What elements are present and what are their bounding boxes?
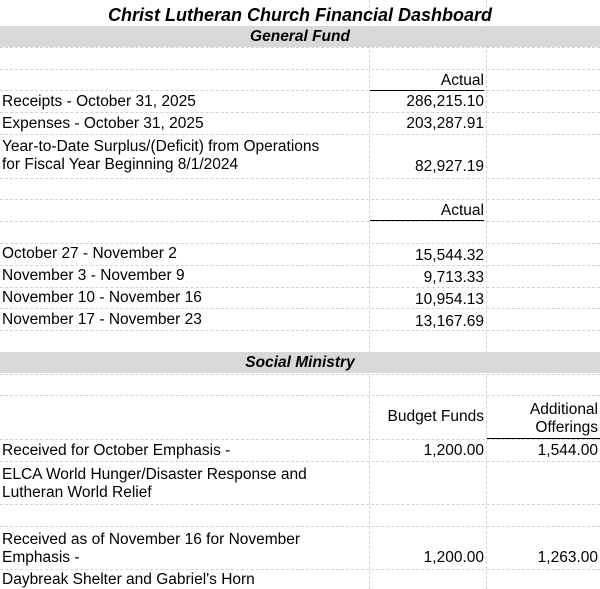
week-value: 10,954.13 (415, 291, 484, 308)
budget-funds-header: Budget Funds (387, 408, 484, 425)
week-label: November 3 - November 9 (2, 267, 185, 284)
receipts-label: Receipts - October 31, 2025 (2, 93, 196, 110)
receipts-value: 286,215.10 (406, 93, 484, 110)
expenses-label: Expenses - October 31, 2025 (2, 115, 204, 132)
october-budget-value: 1,200.00 (423, 442, 484, 459)
actual-underline-1 (370, 90, 484, 91)
november-emphasis-label-line1: Received as of November 16 for November (2, 531, 301, 548)
actual-header-2: Actual (440, 202, 484, 219)
november-desc: Daybreak Shelter and Gabriel's Horn (2, 571, 255, 588)
october-additional-value: 1,544.00 (537, 442, 598, 459)
general-fund-header: General Fund (250, 28, 350, 45)
social-ministry-header: Social Ministry (245, 354, 355, 371)
november-budget-value: 1,200.00 (423, 549, 484, 566)
dashboard-title: Christ Lutheran Church Financial Dashboard (107, 5, 493, 25)
october-desc-line1: ELCA World Hunger/Disaster Response and (2, 466, 307, 483)
additional-offerings-header-line2: Offerings (535, 419, 598, 436)
surplus-label-line2: for Fiscal Year Beginning 8/1/2024 (2, 156, 239, 173)
november-emphasis-label-line2: Emphasis - (2, 549, 80, 566)
week-label: October 27 - November 2 (2, 245, 177, 262)
week-value: 15,544.32 (415, 247, 484, 264)
expenses-value: 203,287.91 (406, 115, 484, 132)
actual-underline-2 (370, 220, 484, 221)
additional-offerings-header-line1: Additional (529, 401, 598, 418)
actual-header-1: Actual (440, 72, 484, 89)
october-emphasis-label: Received for October Emphasis - (2, 442, 231, 459)
surplus-label-line1: Year-to-Date Surplus/(Deficit) from Operations (2, 138, 320, 155)
week-value: 13,167.69 (415, 313, 484, 330)
surplus-value: 82,927.19 (415, 158, 484, 175)
october-desc-line2: Lutheran World Relief (2, 484, 152, 501)
additional-underline (487, 438, 600, 439)
week-label: November 10 - November 16 (2, 289, 202, 306)
week-label: November 17 - November 23 (2, 311, 202, 328)
november-additional-value: 1,263.00 (537, 549, 598, 566)
week-value: 9,713.33 (423, 269, 484, 286)
